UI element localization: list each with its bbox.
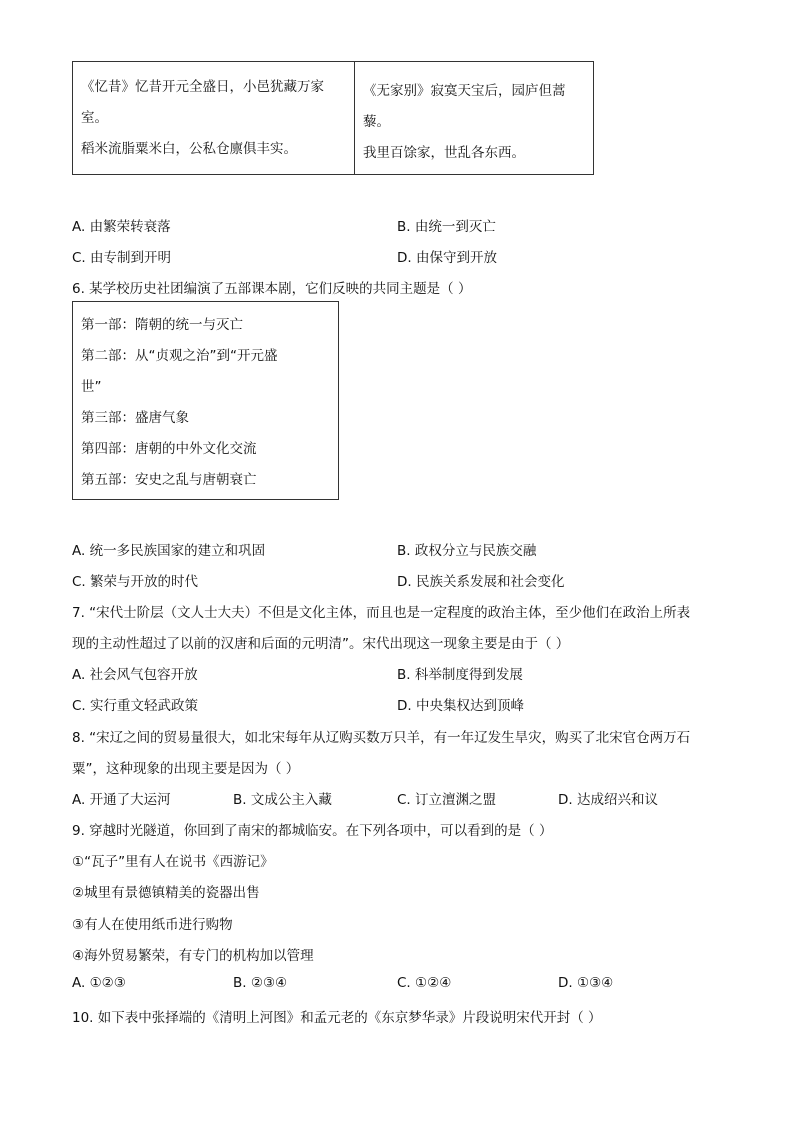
q6-option-a[interactable]: A. 统一多民族国家的建立和巩固 bbox=[72, 543, 266, 559]
q7-stem-line-2: 现的主动性超过了以前的汉唐和后面的元明清”。宋代出现这一现象主要是由于（ ） bbox=[72, 636, 570, 652]
q7-stem-line-1: 7. “宋代士阶层（文人士大夫）不但是文化主体，而且也是一定程度的政治主体，至少他们在政治上所表 bbox=[72, 605, 691, 621]
q8-option-b[interactable]: B. 文成公主入藏 bbox=[233, 792, 332, 808]
q8-option-a[interactable]: A. 开通了大运河 bbox=[72, 792, 171, 808]
q6-box-line-5: 第四部：唐朝的中外文化交流 bbox=[81, 441, 257, 457]
q7-option-c[interactable]: C. 实行重文轻武政策 bbox=[72, 698, 199, 714]
q8-stem-line-1: 8. “宋辽之间的贸易量很大，如北宋每年从辽购买数万只羊，有一年辽发生旱灾，购买了北宋官仓两万石 bbox=[72, 730, 691, 746]
q10-stem: 10. 如下表中张择端的《清明上河图》和孟元老的《东京梦华录》片段说明宋代开封（ ） bbox=[72, 1010, 602, 1026]
q9-option-b[interactable]: B. ②③④ bbox=[233, 975, 288, 991]
q6-box-line-3: 世” bbox=[81, 379, 102, 395]
q9-option-a[interactable]: A. ①②③ bbox=[72, 975, 126, 991]
q9-item-4: ④海外贸易繁荣，有专门的机构加以管理 bbox=[72, 948, 314, 964]
q6-box-line-1: 第一部：隋朝的统一与灭亡 bbox=[81, 317, 243, 333]
q5-table-left-cell bbox=[73, 62, 355, 174]
q9-option-d[interactable]: D. ①③④ bbox=[558, 975, 614, 991]
q5-left-line-1: 《忆昔》忆昔开元全盛日，小邑犹藏万家 bbox=[81, 79, 324, 95]
q6-stem: 6. 某学校历史社团编演了五部课本剧，它们反映的共同主题是（ ） bbox=[72, 281, 472, 297]
q5-right-line-3: 我里百馀家，世乱各东西。 bbox=[363, 145, 525, 161]
q6-play-list-box bbox=[72, 301, 339, 500]
q5-table-right-cell bbox=[355, 62, 593, 174]
q6-box-line-4: 第三部：盛唐气象 bbox=[81, 410, 189, 426]
q7-option-d[interactable]: D. 中央集权达到顶峰 bbox=[397, 698, 524, 714]
q5-left-line-3: 稻米流脂粟米白，公私仓廪俱丰实。 bbox=[81, 141, 297, 157]
q8-option-c[interactable]: C. 订立澶渊之盟 bbox=[397, 792, 497, 808]
q9-item-3: ③有人在使用纸币进行购物 bbox=[72, 917, 233, 933]
q8-stem-line-2: 粟”，这种现象的出现主要是因为（ ） bbox=[72, 761, 300, 777]
q8-option-d[interactable]: D. 达成绍兴和议 bbox=[558, 792, 658, 808]
q7-option-b[interactable]: B. 科举制度得到发展 bbox=[397, 667, 523, 683]
q9-item-2: ②城里有景德镇精美的瓷器出售 bbox=[72, 885, 260, 901]
q5-right-line-2: 藜。 bbox=[363, 114, 390, 130]
q5-option-c[interactable]: C. 由专制到开明 bbox=[72, 250, 172, 266]
q5-right-line-1: 《无家别》寂寞天宝后，园庐但蒿 bbox=[363, 83, 566, 99]
q6-box-line-6: 第五部：安史之乱与唐朝衰亡 bbox=[81, 472, 257, 488]
q9-item-1: ①“瓦子”里有人在说书《西游记》 bbox=[72, 854, 274, 870]
q5-option-a[interactable]: A. 由繁荣转衰落 bbox=[72, 219, 171, 235]
q7-option-a[interactable]: A. 社会风气包容开放 bbox=[72, 667, 198, 683]
q9-stem: 9. 穿越时光隧道，你回到了南宋的都城临安。在下列各项中，可以看到的是（ ） bbox=[72, 823, 553, 839]
q5-poem-table bbox=[72, 61, 594, 175]
q6-option-d[interactable]: D. 民族关系发展和社会变化 bbox=[397, 574, 565, 590]
q9-option-c[interactable]: C. ①②④ bbox=[397, 975, 452, 991]
q6-box-line-2: 第二部：从“贞观之治”到“开元盛 bbox=[81, 348, 278, 364]
q5-option-d[interactable]: D. 由保守到开放 bbox=[397, 250, 497, 266]
q5-left-line-2: 室。 bbox=[81, 110, 108, 126]
q5-option-b[interactable]: B. 由统一到灭亡 bbox=[397, 219, 496, 235]
q6-option-b[interactable]: B. 政权分立与民族交融 bbox=[397, 543, 537, 559]
q6-option-c[interactable]: C. 繁荣与开放的时代 bbox=[72, 574, 199, 590]
